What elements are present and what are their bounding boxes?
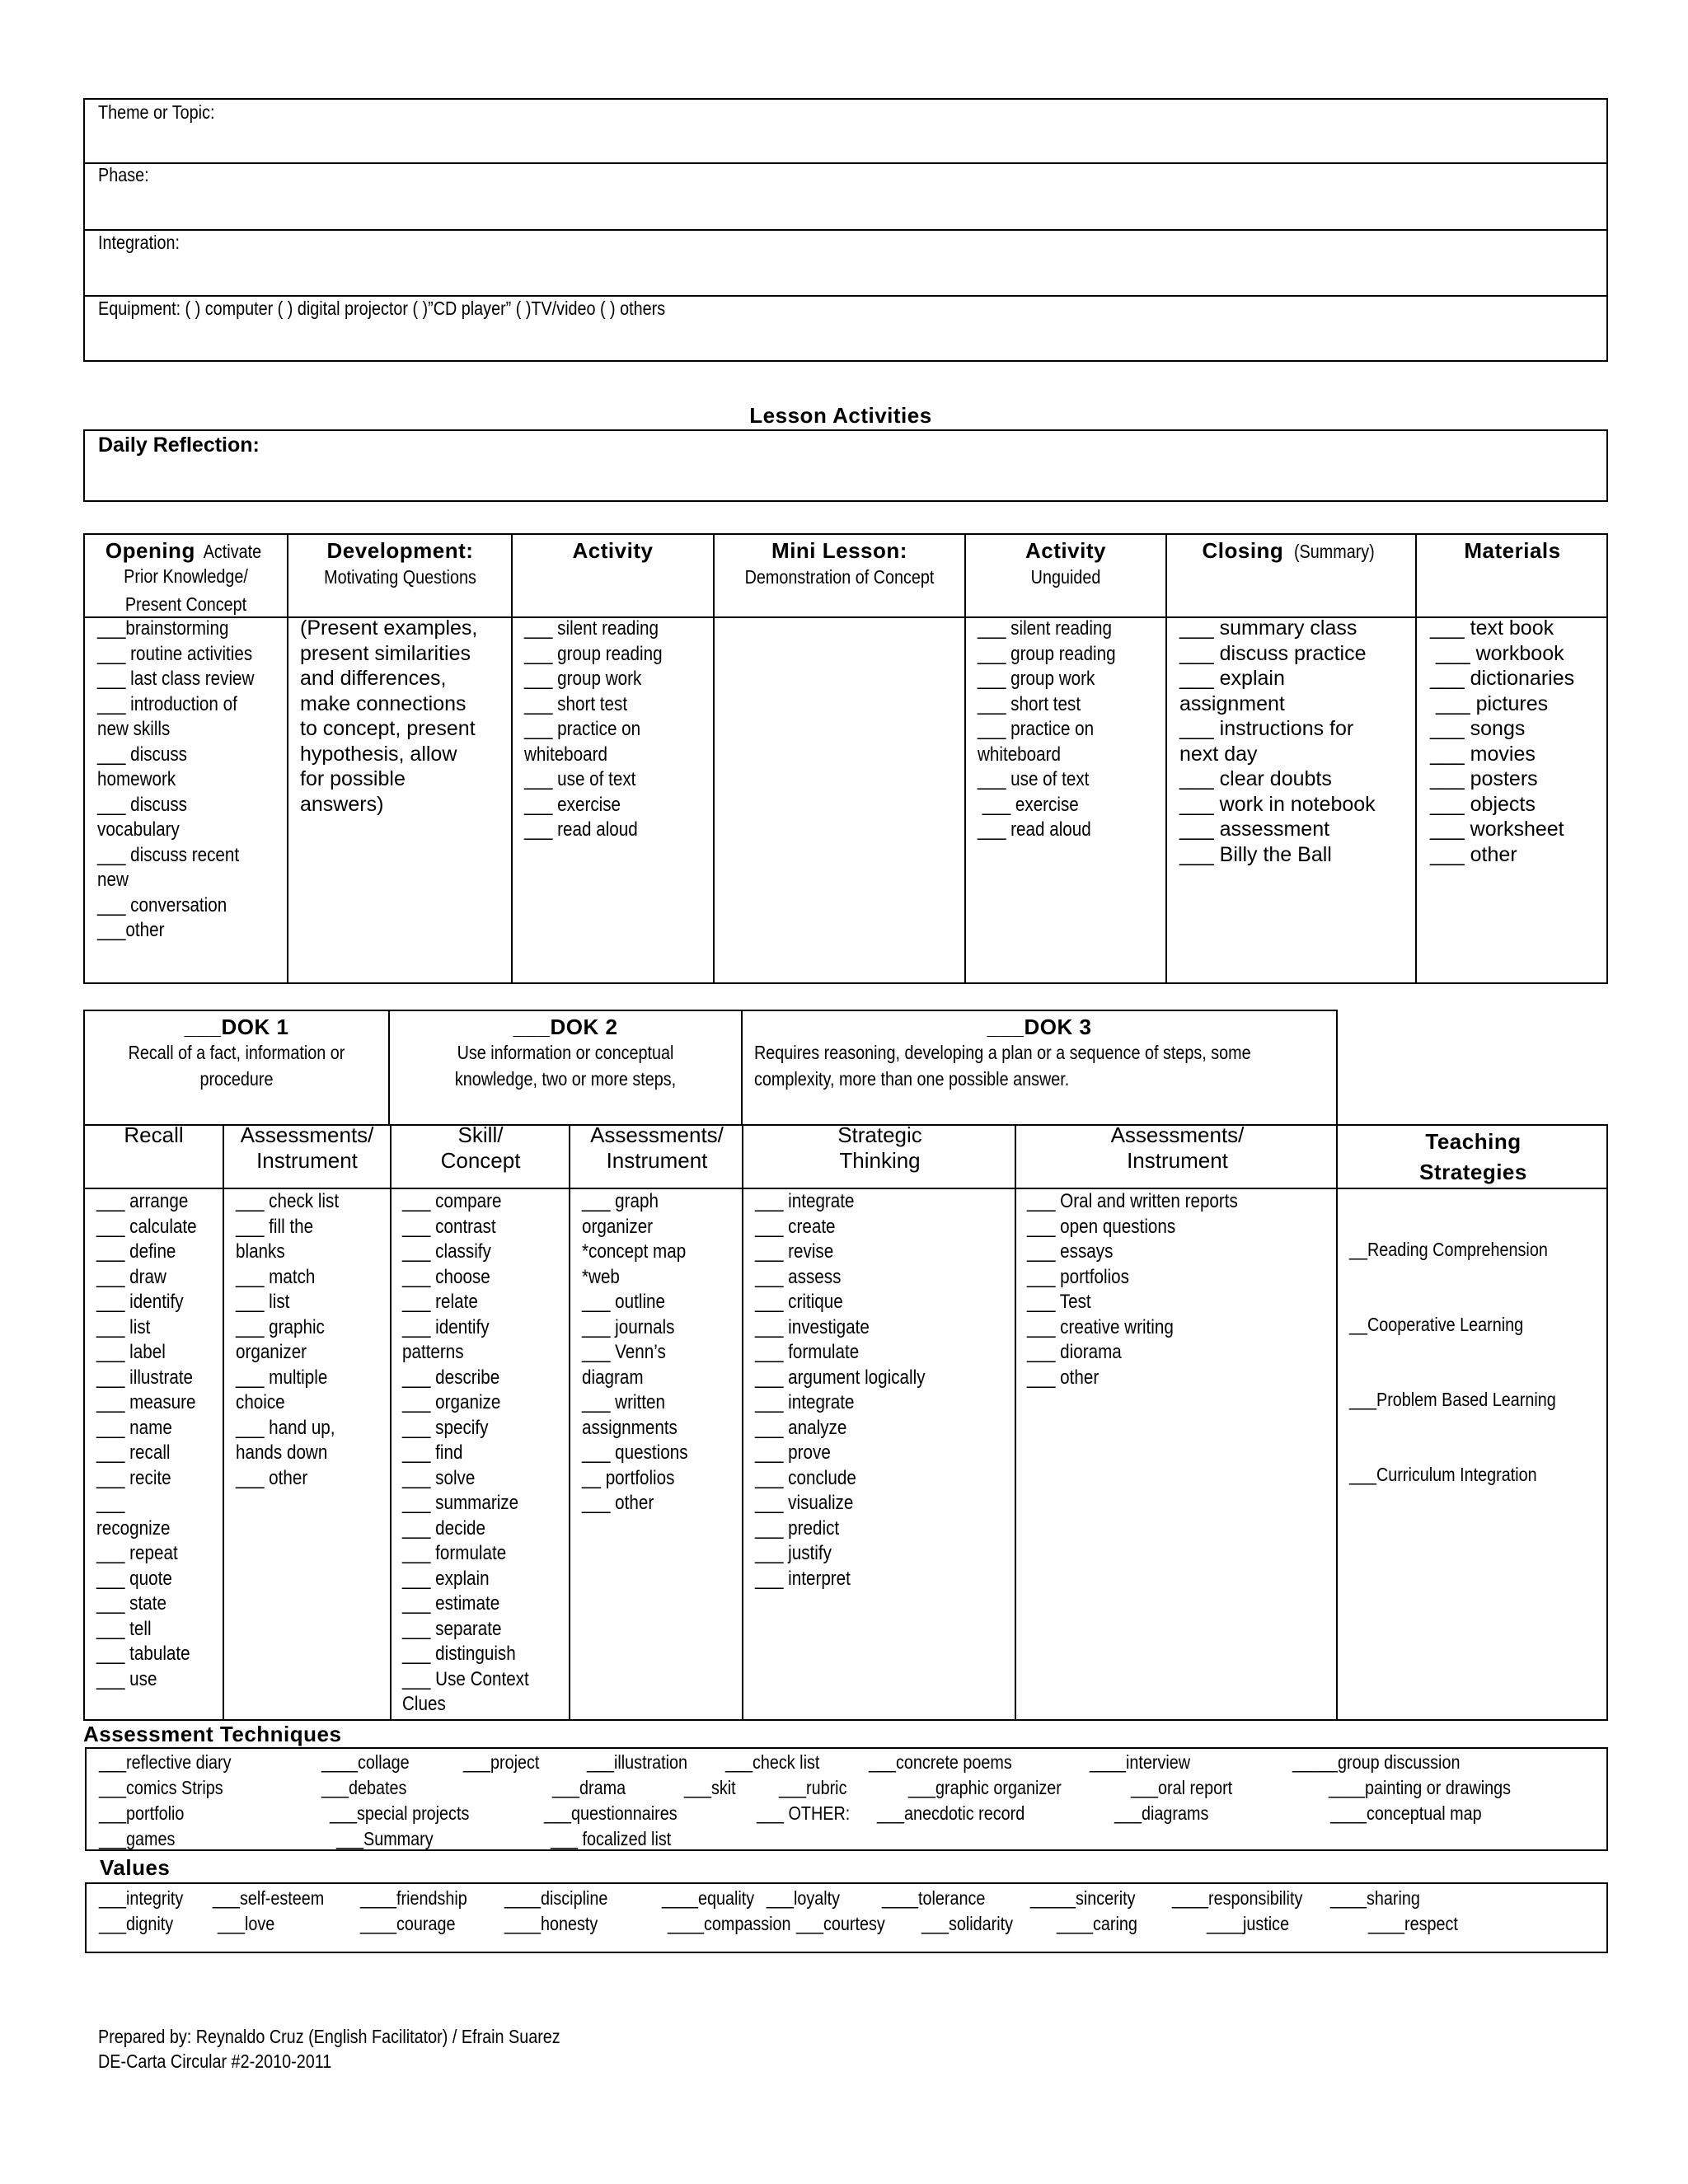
list-item[interactable]: ___ pictures xyxy=(1430,691,1549,715)
technique-item[interactable]: ___illustration xyxy=(587,1751,688,1773)
activity-unguided-title-block xyxy=(966,538,1165,588)
list-item[interactable]: ___ worksheet xyxy=(1430,818,1564,841)
value-item[interactable]: ____tolerance xyxy=(882,1887,986,1909)
value-item[interactable]: ___solidarity xyxy=(921,1913,1014,1934)
value-item[interactable]: _____sincerity xyxy=(1030,1887,1136,1909)
list-item: Clues xyxy=(402,1693,446,1715)
dok2-block xyxy=(390,1015,741,1090)
technique-item[interactable]: ___skit xyxy=(684,1777,736,1798)
list-item[interactable]: ___ fill the xyxy=(236,1215,314,1238)
value-item[interactable]: ____caring xyxy=(1057,1913,1137,1934)
list-item[interactable]: ___ use of text xyxy=(524,768,636,790)
technique-item[interactable]: _____group discussion xyxy=(1292,1751,1461,1773)
list-item[interactable]: ___brainstorming xyxy=(97,617,229,640)
value-item[interactable]: ___self-esteem xyxy=(213,1887,325,1909)
col-teaching: Teaching Strategies xyxy=(1419,1129,1527,1184)
list-item[interactable]: ___ tell xyxy=(96,1617,152,1640)
mini-lesson-cell[interactable] xyxy=(714,617,965,983)
dok3-desc2: complexity, more than one possible answer. xyxy=(754,1068,1070,1090)
list-item: diagram xyxy=(582,1366,644,1389)
dok1-title[interactable]: ___DOK 1 xyxy=(184,1015,289,1039)
list-item[interactable]: ___ relate xyxy=(402,1291,478,1313)
list-item: (Present examples, xyxy=(300,616,478,640)
list-item: *concept map xyxy=(582,1240,687,1263)
list-item[interactable]: ___ introduction of xyxy=(97,692,237,715)
list-item[interactable]: ___ creative writing xyxy=(1027,1315,1174,1338)
closing-title: Closing xyxy=(1202,538,1284,563)
list-item[interactable]: ___ list xyxy=(236,1291,290,1313)
technique-item[interactable]: ___anecdotic record xyxy=(877,1802,1025,1824)
list-item[interactable]: ___ critique xyxy=(755,1291,843,1313)
list-item: whiteboard xyxy=(524,743,607,766)
list-item[interactable]: ___ integrate xyxy=(755,1391,855,1413)
list-item[interactable]: ___ investigate xyxy=(755,1315,870,1338)
technique-item[interactable]: ___ focalized list xyxy=(551,1828,672,1849)
technique-item[interactable]: ___drama xyxy=(552,1777,626,1798)
list-item[interactable]: ___ explain xyxy=(1179,667,1285,690)
list-item[interactable]: ___ last class review xyxy=(97,668,255,690)
value-item[interactable]: ___dignity xyxy=(99,1913,174,1934)
list-item[interactable]: ___ recall xyxy=(96,1441,171,1464)
col-assess3: Assessments/ Instrument xyxy=(1110,1122,1245,1173)
list-item[interactable]: ___ other xyxy=(236,1466,308,1489)
list-item[interactable]: ___ movies xyxy=(1430,742,1536,766)
activity-list xyxy=(524,616,663,843)
technique-item[interactable]: ___comics Strips xyxy=(99,1777,223,1798)
recall-list xyxy=(96,1189,197,1692)
daily-reflection-label: Daily Reflection: xyxy=(98,434,260,457)
list-item: next day xyxy=(1179,742,1258,766)
list-item[interactable]: ___ workbook xyxy=(1430,641,1564,665)
list-item[interactable]: ___ other xyxy=(1027,1366,1100,1389)
equipment-field[interactable]: Equipment: ( ) computer ( ) digital projector ( )”CD player” ( )TV/video ( ) others xyxy=(98,298,666,319)
mini-lesson-sub: Demonstration of Concept xyxy=(744,566,935,588)
skill-list xyxy=(402,1189,529,1718)
technique-item[interactable]: ___portfolio xyxy=(99,1802,185,1824)
phase-field[interactable]: Phase: xyxy=(98,164,149,185)
footer-prepared-by: Prepared by: Reynaldo Cruz (English Facilitator) / Efrain Suarez xyxy=(98,2026,560,2047)
list-item: to concept, present xyxy=(300,717,476,740)
list-item[interactable]: ___ repeat xyxy=(96,1542,178,1564)
list-item[interactable]: ___ distinguish xyxy=(402,1643,516,1665)
list-item[interactable]: ___ songs xyxy=(1430,717,1526,740)
list-item[interactable]: ___ posters xyxy=(1430,767,1538,790)
list-item: assignments xyxy=(582,1416,678,1439)
strategic-list xyxy=(755,1189,926,1591)
list-item[interactable]: ___ discuss recent xyxy=(97,843,240,866)
list-item[interactable]: ___ choose xyxy=(402,1265,490,1288)
list-item: answers) xyxy=(300,792,384,816)
list-item: make connections xyxy=(300,691,467,715)
list-item[interactable]: ___ find xyxy=(402,1441,463,1464)
development-title: Development: xyxy=(326,538,474,563)
list-item[interactable]: ___ Test xyxy=(1027,1291,1091,1313)
list-item[interactable]: ___other xyxy=(97,919,165,941)
list-item[interactable]: ___ explain xyxy=(402,1567,490,1590)
list-item[interactable]: ___ graphic xyxy=(236,1315,325,1338)
list-item[interactable]: ___ read aloud xyxy=(978,818,1091,841)
list-item[interactable]: ___ silent reading xyxy=(978,617,1112,640)
list-item[interactable]: ___ quote xyxy=(96,1567,172,1590)
dok1-block xyxy=(85,1015,388,1090)
list-item[interactable]: ___ revise xyxy=(755,1240,834,1263)
list-item[interactable]: ___ instructions for xyxy=(1179,717,1354,740)
closing-title-block xyxy=(1167,538,1416,564)
list-item[interactable]: ___ routine activities xyxy=(97,642,253,665)
list-item[interactable]: ___ exercise xyxy=(978,793,1079,816)
technique-item[interactable]: ___project xyxy=(463,1751,540,1773)
opening-title: Opening xyxy=(105,538,195,563)
list-item[interactable]: ___ use of text xyxy=(978,768,1090,790)
list-item[interactable]: ___ diorama xyxy=(1027,1341,1122,1363)
list-item[interactable]: ___ questions xyxy=(582,1441,688,1464)
value-item[interactable]: ___loyalty xyxy=(767,1887,841,1909)
list-item[interactable]: ___ exercise xyxy=(524,793,621,816)
technique-item[interactable]: ___concrete poems xyxy=(869,1751,1012,1773)
list-item[interactable]: ___ open questions xyxy=(1027,1215,1176,1238)
dok1-desc1: Recall of a fact, information or xyxy=(128,1042,345,1063)
list-item[interactable]: ___ visualize xyxy=(755,1492,854,1514)
list-item[interactable]: ___ match xyxy=(236,1265,316,1288)
list-item[interactable]: ___ xyxy=(96,1492,125,1514)
assessment-techniques-title: Assessment Techniques xyxy=(83,1722,342,1746)
list-item[interactable]: ___ solve xyxy=(402,1466,476,1489)
list-item[interactable]: ___ group work xyxy=(524,668,642,690)
list-item[interactable]: __Cooperative Learning xyxy=(1349,1314,1524,1335)
development-sub: Motivating Questions xyxy=(324,566,476,588)
list-item[interactable]: ___ work in notebook xyxy=(1179,792,1376,816)
activity-title: Activity xyxy=(572,538,654,563)
list-item[interactable]: ___ organize xyxy=(402,1391,501,1413)
dok3-title[interactable]: ___DOK 3 xyxy=(987,1015,1092,1039)
teaching-cell xyxy=(1337,1188,1607,1720)
list-item[interactable]: ___ group work xyxy=(978,668,1095,690)
dok3-block xyxy=(743,1015,1336,1090)
list-item[interactable]: ___ tabulate xyxy=(96,1643,190,1665)
value-item[interactable]: ____friendship xyxy=(360,1887,467,1909)
list-item[interactable]: ___ specify xyxy=(402,1416,489,1439)
assess1-list xyxy=(236,1189,339,1491)
list-item[interactable]: ___ draw xyxy=(96,1265,166,1288)
list-item[interactable]: ___ discuss practice xyxy=(1179,641,1367,665)
list-item: for possible xyxy=(300,767,406,790)
list-item[interactable]: ___ assess xyxy=(755,1265,842,1288)
list-item[interactable]: ___ name xyxy=(96,1416,172,1439)
list-item[interactable]: ___ interpret xyxy=(755,1567,851,1590)
list-item[interactable]: ___ separate xyxy=(402,1617,502,1640)
lesson-activities-title: Lesson Activities xyxy=(749,403,932,428)
list-item[interactable]: ___ text book xyxy=(1430,616,1554,640)
list-item[interactable]: ___ other xyxy=(582,1492,654,1514)
list-item[interactable]: ___ Oral and written reports xyxy=(1027,1190,1238,1212)
list-item: blanks xyxy=(236,1240,285,1263)
list-item: new xyxy=(97,869,129,891)
dok1-desc2: procedure xyxy=(199,1068,274,1090)
list-item[interactable]: ___ outline xyxy=(582,1291,665,1313)
list-item: patterns xyxy=(402,1341,464,1363)
technique-item[interactable]: ____painting or drawings xyxy=(1329,1777,1512,1798)
col-recall: Recall xyxy=(124,1122,184,1147)
list-item[interactable]: ___ objects xyxy=(1430,792,1536,816)
list-item[interactable]: ___ short test xyxy=(978,692,1081,715)
list-item[interactable]: ___ group reading xyxy=(978,642,1116,665)
list-item[interactable]: __Reading Comprehension xyxy=(1349,1239,1548,1260)
list-item[interactable]: __ portfolios xyxy=(582,1466,675,1489)
technique-item[interactable]: ___rubric xyxy=(779,1777,847,1798)
value-item[interactable]: ____courage xyxy=(360,1913,456,1934)
header-fields-box xyxy=(83,98,1608,362)
list-item: present similarities xyxy=(300,641,471,665)
technique-item[interactable]: ___check list xyxy=(725,1751,820,1773)
activity-unguided-list xyxy=(978,616,1116,843)
opening-list xyxy=(97,616,254,944)
col-assess2: Assessments/ Instrument xyxy=(590,1122,724,1173)
list-item[interactable]: ___ contrast xyxy=(402,1215,496,1238)
value-item[interactable]: ___love xyxy=(218,1913,275,1934)
list-item: hypothesis, allow xyxy=(300,742,457,766)
list-item[interactable]: ___ written xyxy=(582,1391,665,1413)
list-item[interactable]: ___ dictionaries xyxy=(1430,667,1575,690)
list-item[interactable]: ___ discuss xyxy=(97,743,188,766)
technique-item[interactable]: ___questionnaires xyxy=(544,1802,678,1824)
list-item[interactable]: ___ Use Context xyxy=(402,1667,529,1690)
technique-item[interactable]: ___games xyxy=(99,1828,176,1849)
list-item[interactable]: ___ classify xyxy=(402,1240,491,1263)
opening-title-block xyxy=(85,538,287,616)
list-item[interactable]: ___ practice on xyxy=(978,718,1095,740)
technique-item[interactable]: ____interview xyxy=(1090,1751,1191,1773)
value-item[interactable]: ____justice xyxy=(1207,1913,1290,1934)
list-item[interactable]: ___ essays xyxy=(1027,1240,1114,1263)
activity-unguided-title: Activity xyxy=(1025,538,1106,563)
list-item: and differences, xyxy=(300,667,447,690)
list-item: vocabulary xyxy=(97,818,180,841)
dok2-title[interactable]: ___DOK 2 xyxy=(513,1015,618,1039)
value-item[interactable]: ____respect xyxy=(1368,1913,1458,1934)
list-item[interactable]: ___ state xyxy=(96,1592,166,1615)
list-item[interactable]: ___ conversation xyxy=(97,893,227,916)
list-item[interactable]: ___ compare xyxy=(402,1190,502,1212)
list-item[interactable]: ___ graph xyxy=(582,1190,659,1212)
technique-item[interactable]: ___ OTHER: xyxy=(757,1802,851,1824)
technique-item[interactable]: ___special projects xyxy=(330,1802,470,1824)
technique-item[interactable]: ___oral report xyxy=(1131,1777,1233,1798)
list-item[interactable]: ___ analyze xyxy=(755,1416,847,1439)
theme-topic-field[interactable]: Theme or Topic: xyxy=(98,101,215,123)
list-item: whiteboard xyxy=(978,743,1061,766)
integration-field[interactable]: Integration: xyxy=(98,232,180,253)
col-skill: Skill/ Concept xyxy=(440,1122,521,1173)
list-item[interactable]: ___ Billy the Ball xyxy=(1179,842,1332,866)
opening-sub1: Activate xyxy=(204,541,262,562)
list-item[interactable]: ___ estimate xyxy=(402,1592,500,1615)
list-item[interactable]: ___ predict xyxy=(755,1516,840,1540)
list-item[interactable]: ___ portfolios xyxy=(1027,1265,1129,1288)
list-item[interactable]: ___ assessment xyxy=(1179,818,1330,841)
dok3-desc1: Requires reasoning, developing a plan or a sequence of steps, some xyxy=(754,1042,1251,1063)
list-item[interactable]: ___ formulate xyxy=(755,1341,860,1363)
list-item[interactable]: ___ recite xyxy=(96,1466,171,1489)
opening-sub3: Present Concept xyxy=(124,593,247,615)
list-item[interactable]: ___ integrate xyxy=(755,1190,855,1212)
list-item[interactable]: ___ prove xyxy=(755,1441,831,1464)
closing-list xyxy=(1179,616,1376,867)
list-item[interactable]: ___ read aloud xyxy=(524,818,638,841)
list-item[interactable]: ___Curriculum Integration xyxy=(1349,1464,1537,1485)
list-item[interactable]: ___ summarize xyxy=(402,1492,519,1514)
list-item[interactable]: ___ describe xyxy=(402,1366,500,1389)
list-item: assignment xyxy=(1179,691,1285,715)
list-item[interactable]: ___ discuss xyxy=(97,793,188,816)
list-item[interactable]: ___ silent reading xyxy=(524,617,659,640)
list-item[interactable]: ___ measure xyxy=(96,1391,196,1413)
technique-item[interactable]: ___Summary xyxy=(336,1828,434,1849)
list-item: recognize xyxy=(96,1516,171,1540)
list-item[interactable]: ___ calculate xyxy=(96,1215,197,1238)
col-strategic: Strategic Thinking xyxy=(837,1122,922,1173)
list-item[interactable]: ___ use xyxy=(96,1667,157,1690)
value-item[interactable]: ____sharing xyxy=(1330,1887,1420,1909)
value-item[interactable]: ___courtesy xyxy=(796,1913,885,1934)
list-item[interactable]: ___ group reading xyxy=(524,642,663,665)
list-item: choice xyxy=(236,1391,285,1413)
list-item[interactable]: ___ create xyxy=(755,1215,836,1238)
daily-reflection-box[interactable] xyxy=(83,429,1608,502)
list-item[interactable]: ___ identify xyxy=(96,1291,184,1313)
value-item[interactable]: ____compassion xyxy=(668,1913,791,1934)
list-item[interactable]: ___ illustrate xyxy=(96,1366,194,1389)
value-item[interactable]: ____honesty xyxy=(504,1913,598,1934)
list-item[interactable]: ___ Venn’s xyxy=(582,1341,666,1363)
list-item[interactable]: ___ identify xyxy=(402,1315,490,1338)
list-item: organizer xyxy=(582,1215,654,1238)
development-list xyxy=(300,616,477,817)
technique-item[interactable]: ____conceptual map xyxy=(1330,1802,1482,1824)
technique-item[interactable]: ___graphic organizer xyxy=(908,1777,1062,1798)
value-item[interactable]: ____responsibility xyxy=(1172,1887,1303,1909)
values-title: Values xyxy=(100,1855,171,1880)
list-item[interactable]: ___ hand up, xyxy=(236,1416,335,1439)
list-item[interactable]: ___ multiple xyxy=(236,1366,328,1389)
mini-lesson-title-block xyxy=(715,538,964,588)
technique-item[interactable]: ___diagrams xyxy=(1114,1802,1209,1824)
list-item: homework xyxy=(97,768,176,790)
closing-sub: (Summary) xyxy=(1293,541,1375,562)
list-item[interactable]: ___ formulate xyxy=(402,1542,507,1564)
development-title-block xyxy=(288,538,512,588)
list-item: *web xyxy=(582,1265,620,1288)
list-item[interactable]: ___ short test xyxy=(524,692,628,715)
list-item[interactable]: ___ clear doubts xyxy=(1179,767,1332,790)
technique-item[interactable]: ___reflective diary xyxy=(99,1751,232,1773)
value-item[interactable]: ____equality xyxy=(662,1887,755,1909)
list-item[interactable]: ___ justify xyxy=(755,1542,832,1564)
list-item: new skills xyxy=(97,718,171,740)
col-assess1: Assessments/ Instrument xyxy=(240,1122,374,1173)
list-item: organizer xyxy=(236,1341,307,1363)
opening-sub2: Prior Knowledge/ xyxy=(124,565,248,587)
list-item[interactable]: ___ summary class xyxy=(1179,616,1357,640)
activity-unguided-sub: Unguided xyxy=(1030,566,1101,588)
list-item[interactable]: ___ decide xyxy=(402,1516,485,1540)
list-item[interactable]: ___ check list xyxy=(236,1190,340,1212)
list-item[interactable]: ___ journals xyxy=(582,1315,675,1338)
assess2-list xyxy=(582,1189,688,1516)
technique-item[interactable]: ___debates xyxy=(321,1777,407,1798)
list-item[interactable]: ___ other xyxy=(1430,842,1517,866)
dok2-desc1: Use information or conceptual xyxy=(457,1042,674,1063)
footer-circular: DE-Carta Circular #2-2010-2011 xyxy=(98,2050,332,2072)
list-item[interactable]: ___Problem Based Learning xyxy=(1349,1389,1556,1410)
value-item[interactable]: ____discipline xyxy=(504,1887,608,1909)
technique-item[interactable]: ____collage xyxy=(321,1751,410,1773)
list-item[interactable]: ___ conclude xyxy=(755,1466,856,1489)
dok2-desc2: knowledge, two or more steps, xyxy=(454,1068,677,1090)
materials-title: Materials xyxy=(1464,538,1561,563)
list-item[interactable]: ___ list xyxy=(96,1315,151,1338)
list-item[interactable]: ___ arrange xyxy=(96,1190,189,1212)
materials-list xyxy=(1430,616,1574,867)
list-item[interactable]: ___ define xyxy=(96,1240,176,1263)
mini-lesson-title: Mini Lesson: xyxy=(771,538,907,563)
assess3-list xyxy=(1027,1189,1238,1390)
list-item: hands down xyxy=(236,1441,328,1464)
list-item[interactable]: ___ label xyxy=(96,1341,166,1363)
list-item[interactable]: ___ practice on xyxy=(524,718,641,740)
value-item[interactable]: ___integrity xyxy=(99,1887,184,1909)
list-item[interactable]: ___ argument logically xyxy=(755,1366,926,1389)
